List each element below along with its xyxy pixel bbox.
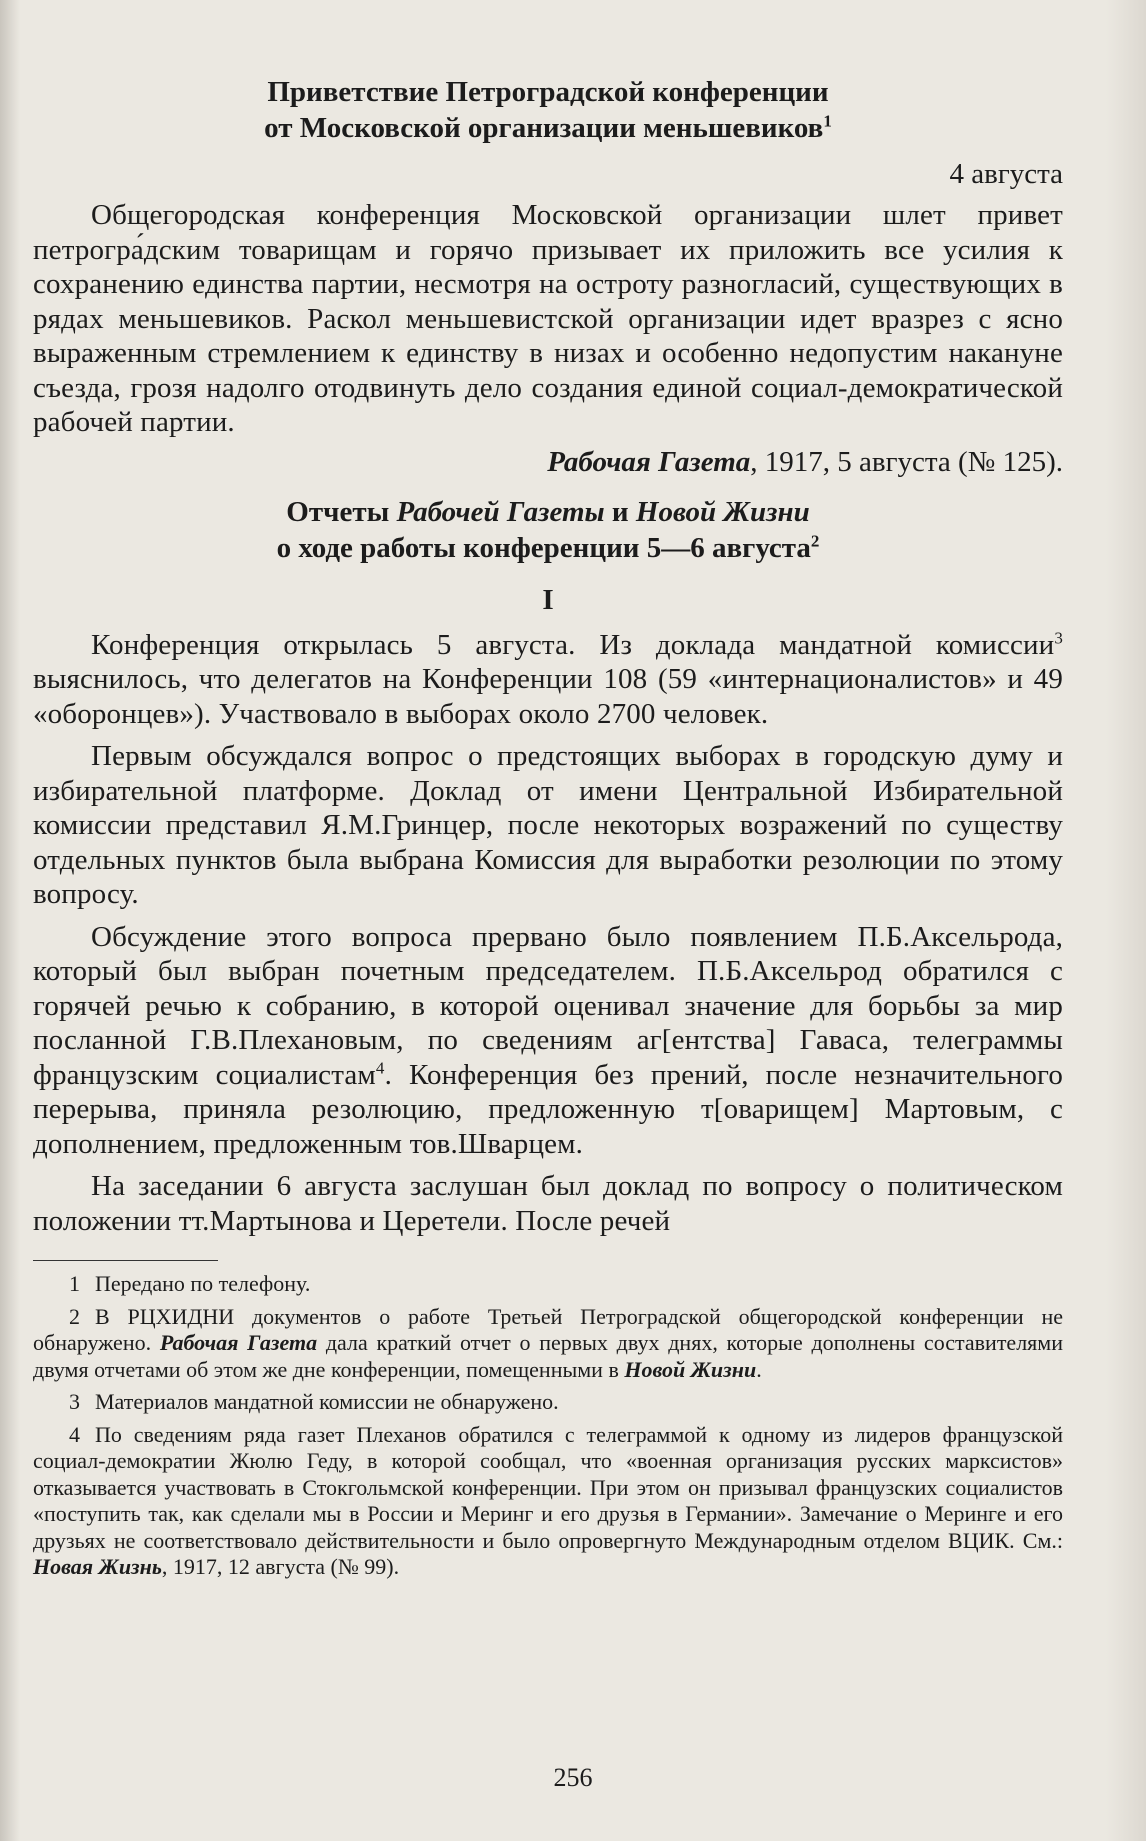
footnote-2-text-b: Рабочая Газета xyxy=(159,1330,318,1355)
doc1-title-line1: Приветствие Петроградской конференции xyxy=(267,76,829,108)
footnote-ref-3[interactable]: 3 xyxy=(1054,627,1063,647)
doc2-title-a: Отчеты xyxy=(286,495,397,528)
footnote-3-text: Материалов мандатной комиссии не обнаружено. xyxy=(95,1389,559,1414)
doc1-source-rest: , 1917, 5 августа (№ 125). xyxy=(750,445,1063,478)
doc2-title xyxy=(33,494,1063,566)
footnote-ref-4[interactable]: 4 xyxy=(375,1057,385,1077)
doc1-title xyxy=(33,74,1063,146)
spacer xyxy=(33,731,1063,739)
doc2-p1-b: выяснилось, что делегатов на Конференции 108 (59 «интернационалистов» и 49 «оборонцев»). Участвовало в выборах около 2700 человек. xyxy=(33,663,1063,730)
spacer xyxy=(33,912,1063,920)
edge-shadow xyxy=(1106,0,1146,1841)
footnote-3-number: 3 xyxy=(69,1389,80,1414)
footnote-divider xyxy=(33,1260,218,1261)
doc1-date: 4 августа xyxy=(949,158,1063,190)
doc2-p3-b: . Конференция без прений, после незначительного перерыва, приняла резолюцию, предложенную т[оварищем] Мартовым, с дополнением, предложенным тов.Шварцем. xyxy=(33,1058,1064,1160)
footnote-4-text-b: Новая Жизнь xyxy=(33,1554,162,1579)
doc2-paragraph-3 xyxy=(33,920,1063,1162)
doc2-p1-a: Конференция открылась 5 августа. Из доклада мандатной комиссии xyxy=(91,628,1055,661)
footnote-ref-1[interactable]: 1 xyxy=(823,111,832,131)
spacer xyxy=(33,1161,1063,1169)
doc2-paragraph-2: Первым обсуждался вопрос о предстоящих выборах в городскую думу и избирательной платформе. Доклад от имени Центральной Избирательной комиссии представил Я.М.Гринцер, после некоторых возражений по существу отдельных пунктов была выбрана Комиссия для выработки резолюции по этому вопросу. xyxy=(33,740,1063,910)
doc2-title-line2: о ходе работы конференции 5—6 августа xyxy=(276,531,811,564)
doc2-title-c: и xyxy=(604,495,636,528)
footnote-2-text-a: В РЦХИДНИ документов о работе Третьей Петроградской общегородской конференции не обнаружено. xyxy=(33,1303,1063,1355)
gutter-shadow xyxy=(0,0,20,1841)
doc2-p3-a: Обсуждение этого вопроса прервано было появлением П.Б.Аксельрода, который был выбран почетным председателем. П.Б.Аксельрод обратился с горячей речью к собранию, в которой оценивал значение для борьбы за мир посланной Г.В.Плехановым, по сведениям аг[ентства] Гаваса, телеграммы французским социалистам xyxy=(33,920,1063,1091)
doc2-paragraph-1 xyxy=(33,628,1063,732)
footnote-1-number: 1 xyxy=(69,1271,80,1296)
doc1-source-title: Рабочая Газета xyxy=(547,445,751,478)
footnote-2-number: 2 xyxy=(69,1303,80,1329)
footnote-3 xyxy=(33,1389,1063,1416)
footnote-ref-2[interactable]: 2 xyxy=(810,530,820,550)
section-heading: I xyxy=(542,583,554,616)
doc2-paragraph-4: На заседании 6 августа заслушан был доклад по вопросу о политическом положении тт.Мартынова и Церетели. После речей xyxy=(33,1170,1063,1237)
footnote-1-text: Передано по телефону. xyxy=(95,1271,311,1296)
footnote-2 xyxy=(33,1304,1063,1384)
footnote-4-number: 4 xyxy=(69,1421,80,1447)
footnote-2-text-e: . xyxy=(756,1356,762,1382)
footnote-4 xyxy=(33,1422,1063,1581)
doc2-title-b: Рабочей Газеты xyxy=(396,495,605,528)
doc1-paragraph: Общегородская конференция Московской организации шлет привет петрогра́дским товарищам и горячо призывает их приложить все усилия к сохранению единства партии, несмотря на остроту разногласий, существующих в рядах меньшевиков. Раскол меньшевистской организации идет вразрез с ясно выраженным стремлением к единству в низах и особенно недопустим накануне съезда, грозя надолго отодвинуть дело создания единой социал-демократической рабочей партии. xyxy=(33,199,1063,438)
page-number: 256 xyxy=(553,1763,593,1792)
doc2-title-d: Новой Жизни xyxy=(635,495,810,528)
footnote-2-text-d: Новой Жизни xyxy=(624,1356,757,1382)
page-text xyxy=(33,70,1063,1587)
doc1-source xyxy=(33,444,1063,480)
doc1-title-line2: от Московской организации меньшевиков xyxy=(264,112,824,144)
footnote-4-text-c: , 1917, 12 августа (№ 99). xyxy=(161,1554,400,1579)
footnote-1 xyxy=(33,1271,1063,1298)
footnote-4-text-a: По сведениям ряда газет Плеханов обратился с телеграммой к одному из лидеров французской социал-демократии Жюлю Геду, в которой сообщал, что «военная организация русских марксистов» отказывается участвовать в Стокгольмской конференции. При этом он призывал французских социалистов «поступить так, как сделали мы в России и Меринг и его друзья в Германии». Замечание о Меринге и его друзьях не соответствовало действительности и было опровергнуто Международным отделом ВЦИК. См.: xyxy=(33,1421,1063,1553)
footnote-2-text-c: дала краткий отчет о первых двух днях, которые дополнены составителями двумя отчетами об этом же дне конференции, помещенными в xyxy=(33,1330,1063,1382)
